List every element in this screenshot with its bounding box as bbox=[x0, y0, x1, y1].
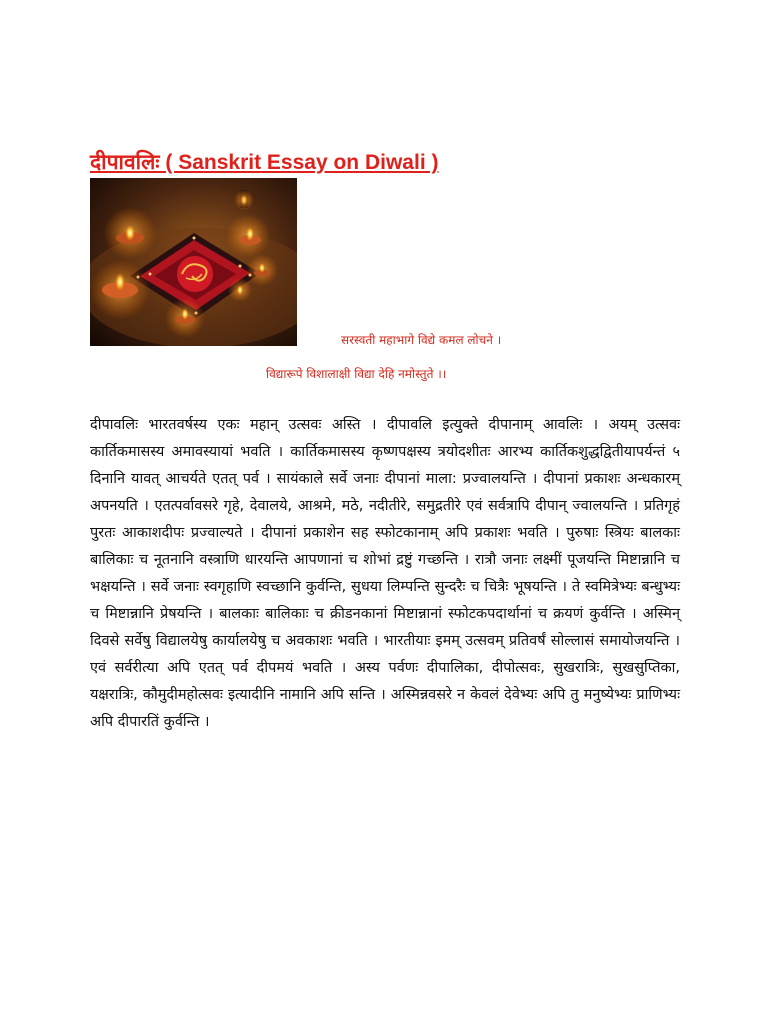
page-title: दीपावलिः ( Sanskrit Essay on Diwali ) bbox=[90, 151, 439, 174]
diwali-diyas-rangoli-illustration bbox=[90, 178, 297, 346]
essay-body: दीपावलिः भारतवर्षस्य एकः महान् उत्सवः अस्ति । दीपावलि इत्युक्ते दीपानाम् आवलिः । अयम् उत्सवः कार्तिकमासस्य अमावस्यायां भवति । कार्तिकमासस्य कृष्णपक्षस्य त्रयोदशीतः आरभ्य कार्तिकशुद्धद्वितीयापर्यन्तं ५ दिनानि यावत् आचर्यते एतत् पर्व । सायंकाले सर्वे जनाः दीपानां माला: प्रज्वालयन्ति । दीपानां प्रकाशः अन्धकारम् अपनयति । एतत्पर्वावसरे गृहे, देवालये, आश्रमे, मठे, नदीतीरे, समुद्रतीरे एवं सर्वत्रापि दीपान् ज्वालयन्ति । प्रतिगृहं पुरतः आकाशदीपः प्रज्वाल्यते । दीपानां प्रकाशेन सह स्फोटकानाम् अपि प्रकाशः भवति । पुरुषाः स्त्रियः बालकाः बालिकाः च नूतनानि वस्त्राणि धारयन्ति आपणानां च शोभां द्रष्टुं गच्छन्ति । रात्रौ जनाः लक्ष्मीं पूजयन्ति मिष्टान्नानि च भक्षयन्ति । सर्वे जनाः स्वगृहाणि स्वच्छानि कुर्वन्ति, सुधया लिम्पन्ति सुन्दरैः च चित्रैः भूषयन्ति । ते स्वमित्रेभ्यः बन्धुभ्यः च मिष्टान्नानि प्रेषयन्ति । बालकाः बालिकाः च क्रीडनकानां मिष्टान्नानां स्फोटकपदार्थानां च क्रयणं कुर्वन्ति । अस्मिन् दिवसे सर्वेषु विद्यालयेषु कार्यालयेषु च अवकाशः भवति । भारतीयाः इमम् उत्सवम् प्रतिवर्षं सोल्लासं समायोजयन्ति । एवं सर्वरीत्या अपि एतत् पर्व दीपमयं भवति । अस्य पर्वणः दीपालिका, दीपोत्सवः, सुखरात्रिः, सुखसुप्तिका, यक्षरात्रिः, कौमुदीमहोत्सवः इत्यादीनि नामानि अपि सन्ति । अस्मिन्नवसरे न केवलं देवेभ्यः अपि तु मनुष्येभ्यः प्राणिभ्यः अपि दीपारतिं कुर्वन्ति । bbox=[90, 417, 680, 730]
verse-line-2: विद्यारूपे विशालाक्षी विद्या देहि नमोस्तुते ।। bbox=[266, 367, 447, 381]
diwali-diyas-rangoli-image bbox=[90, 178, 297, 346]
verse-line-1: सरस्वती महाभागे विद्ये कमल लोचने । bbox=[341, 333, 502, 347]
